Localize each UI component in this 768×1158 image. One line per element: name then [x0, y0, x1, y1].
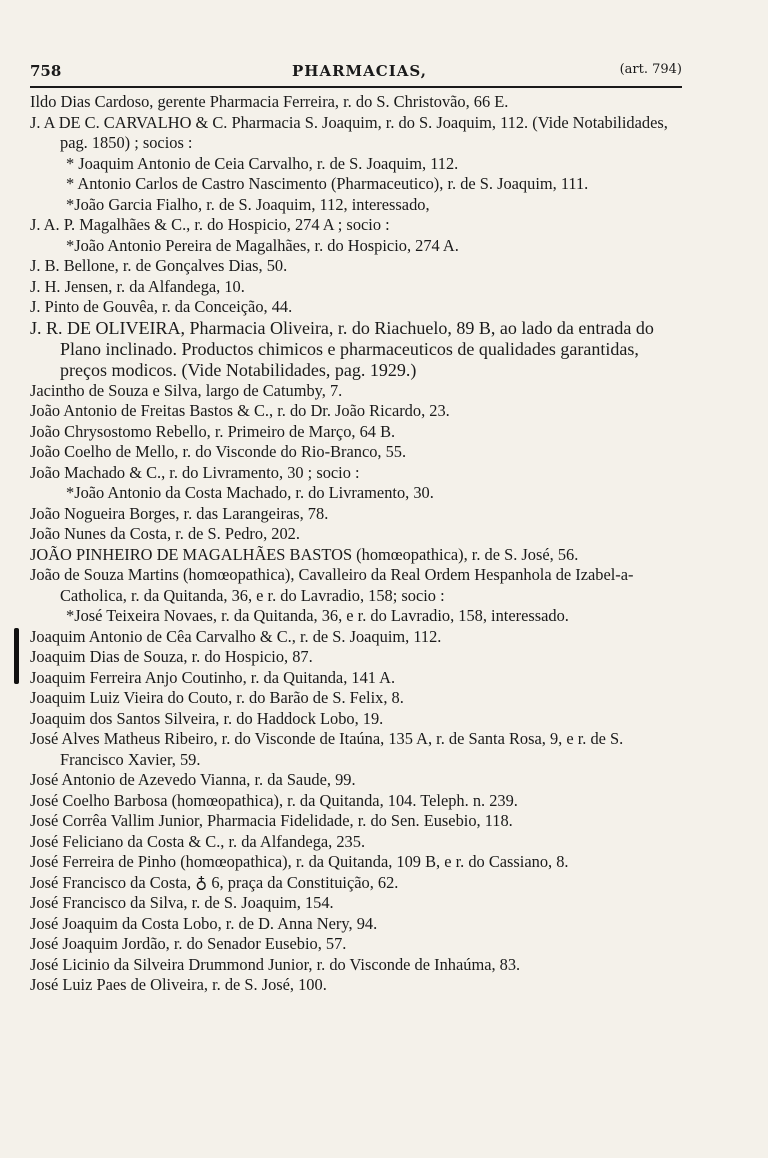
list-item: José Corrêa Vallim Junior, Pharmacia Fidelidade, r. do Sen. Eusebio, 118. — [30, 811, 513, 830]
header-rule — [30, 86, 682, 88]
list-item: J. A. P. Magalhães & C., r. do Hospicio, 274 A ; socio : — [30, 215, 390, 234]
list-item: José Antonio de Azevedo Vianna, r. da Saude, 99. — [30, 770, 356, 789]
list-item: Joaquim Antonio de Cêa Carvalho & C., r. de S. Joaquim, 112. — [30, 626, 442, 646]
list-item: Joaquim dos Santos Silveira, r. do Haddock Lobo, 19. — [30, 708, 384, 728]
list-item: Joaquim Ferreira Anjo Coutinho, r. da Quitanda, 141 A. — [30, 667, 396, 687]
list-item: José Francisco da Silva, r. de S. Joaquim, 154. — [30, 893, 334, 912]
list-item: João Coelho de Mello, r. do Visconde do Rio-Branco, 55. — [30, 442, 407, 461]
partner-item: *João Garcia Fialho, r. de S. Joaquim, 112, interessado, — [66, 194, 430, 214]
list-item: J. Pinto de Gouvêa, r. da Conceição, 44. — [30, 297, 293, 316]
list-item: Joaquim Luiz Vieira do Couto, r. do Barão de S. Felix, 8. — [30, 688, 404, 707]
list-item: João Antonio de Freitas Bastos & C., r. do Dr. João Ricardo, 23. — [30, 401, 450, 420]
list-item: José Luiz Paes de Oliveira, r. de S. José, 100. — [30, 975, 327, 994]
partner-item: *João Antonio da Costa Machado, r. do Livramento, 30. — [66, 483, 434, 502]
partner-item: *José Teixeira Novaes, r. da Quitanda, 36, e r. do Lavradio, 158, interessado. — [66, 606, 569, 625]
list-item: José Licinio da Silveira Drummond Junior, r. do Visconde de Inhaúma, 83. — [30, 954, 521, 974]
list-item: João Nunes da Costa, r. de S. Pedro, 202. — [30, 524, 300, 543]
partner-item: * Antonio Carlos de Castro Nascimento (Pharmaceutico), r. de S. Joaquim, 111. — [66, 174, 589, 193]
list-item: José Coelho Barbosa (homœopathica), r. da Quitanda, 104. Teleph. n. 239. — [30, 790, 518, 810]
list-item: João Chrysostomo Rebello, r. Primeiro de Março, 64 B. — [30, 421, 396, 441]
list-item: J. A DE C. CARVALHO & C. Pharmacia S. Joaquim, r. do S. Joaquim, 112. (Vide Notabilidades, pag. 1850) ; socios : — [30, 112, 668, 152]
list-item: J. H. Jensen, r. da Alfandega, 10. — [30, 276, 245, 296]
list-item: Jacintho de Souza e Silva, largo de Catumby, 7. — [30, 380, 343, 400]
page-header — [30, 62, 682, 84]
list-item: Ildo Dias Cardoso, gerente Pharmacia Ferreira, r. do S. Christovão, 66 E. — [30, 92, 509, 111]
list-item: José Ferreira de Pinho (homœopathica), r. da Quitanda, 109 B, e r. do Cassiano, 8. — [30, 852, 569, 871]
page-number: 758 — [30, 62, 62, 80]
list-item: José Joaquim Jordão, r. do Senador Eusebio, 57. — [30, 934, 347, 953]
pharmacy-list — [30, 92, 690, 996]
running-title: PHARMACIAS, — [292, 62, 427, 80]
list-item: José Alves Matheus Ribeiro, r. do Visconde de Itaúna, 135 A, r. de Santa Rosa, 9, e r. de S. Francisco Xavier, 59. — [30, 729, 624, 769]
margin-ink-mark — [14, 628, 19, 684]
partner-item: * Joaquim Antonio de Ceia Carvalho, r. de S. Joaquim, 112. — [66, 153, 459, 173]
list-item: João Machado & C., r. do Livramento, 30 ; socio : — [30, 462, 360, 482]
list-item: José Joaquim da Costa Lobo, r. de D. Anna Nery, 94. — [30, 913, 378, 933]
list-item: José Feliciano da Costa & C., r. da Alfandega, 235. — [30, 831, 366, 851]
list-item: Joaquim Dias de Souza, r. do Hospicio, 87. — [30, 647, 313, 666]
list-item: J. R. DE OLIVEIRA, Pharmacia Oliveira, r. do Riachuelo, 89 B, ao lado da entrada do Plano inclinado. Productos chimicos e pharmaceuticos de qualidades garantidas, preços modicos. (Vide Notabilidades, pag. 1929.) — [30, 317, 654, 380]
article-reference: (art. 794) — [619, 62, 682, 77]
list-item: JOÃO PINHEIRO DE MAGALHÃES BASTOS (homœopathica), r. de S. José, 56. — [30, 544, 579, 564]
list-item: João de Souza Martins (homœopathica), Cavalleiro da Real Ordem Hespanhola de Izabel-a-Catholica, r. da Quitanda, 36, e r. do Lavradio, 158; socio : — [30, 565, 634, 605]
list-item: José Francisco da Costa, ♁ 6, praça da Constituição, 62. — [30, 872, 399, 892]
list-item: João Nogueira Borges, r. das Larangeiras, 78. — [30, 503, 329, 523]
list-item: J. B. Bellone, r. de Gonçalves Dias, 50. — [30, 256, 288, 275]
partner-item: *João Antonio Pereira de Magalhães, r. do Hospicio, 274 A. — [66, 235, 459, 255]
